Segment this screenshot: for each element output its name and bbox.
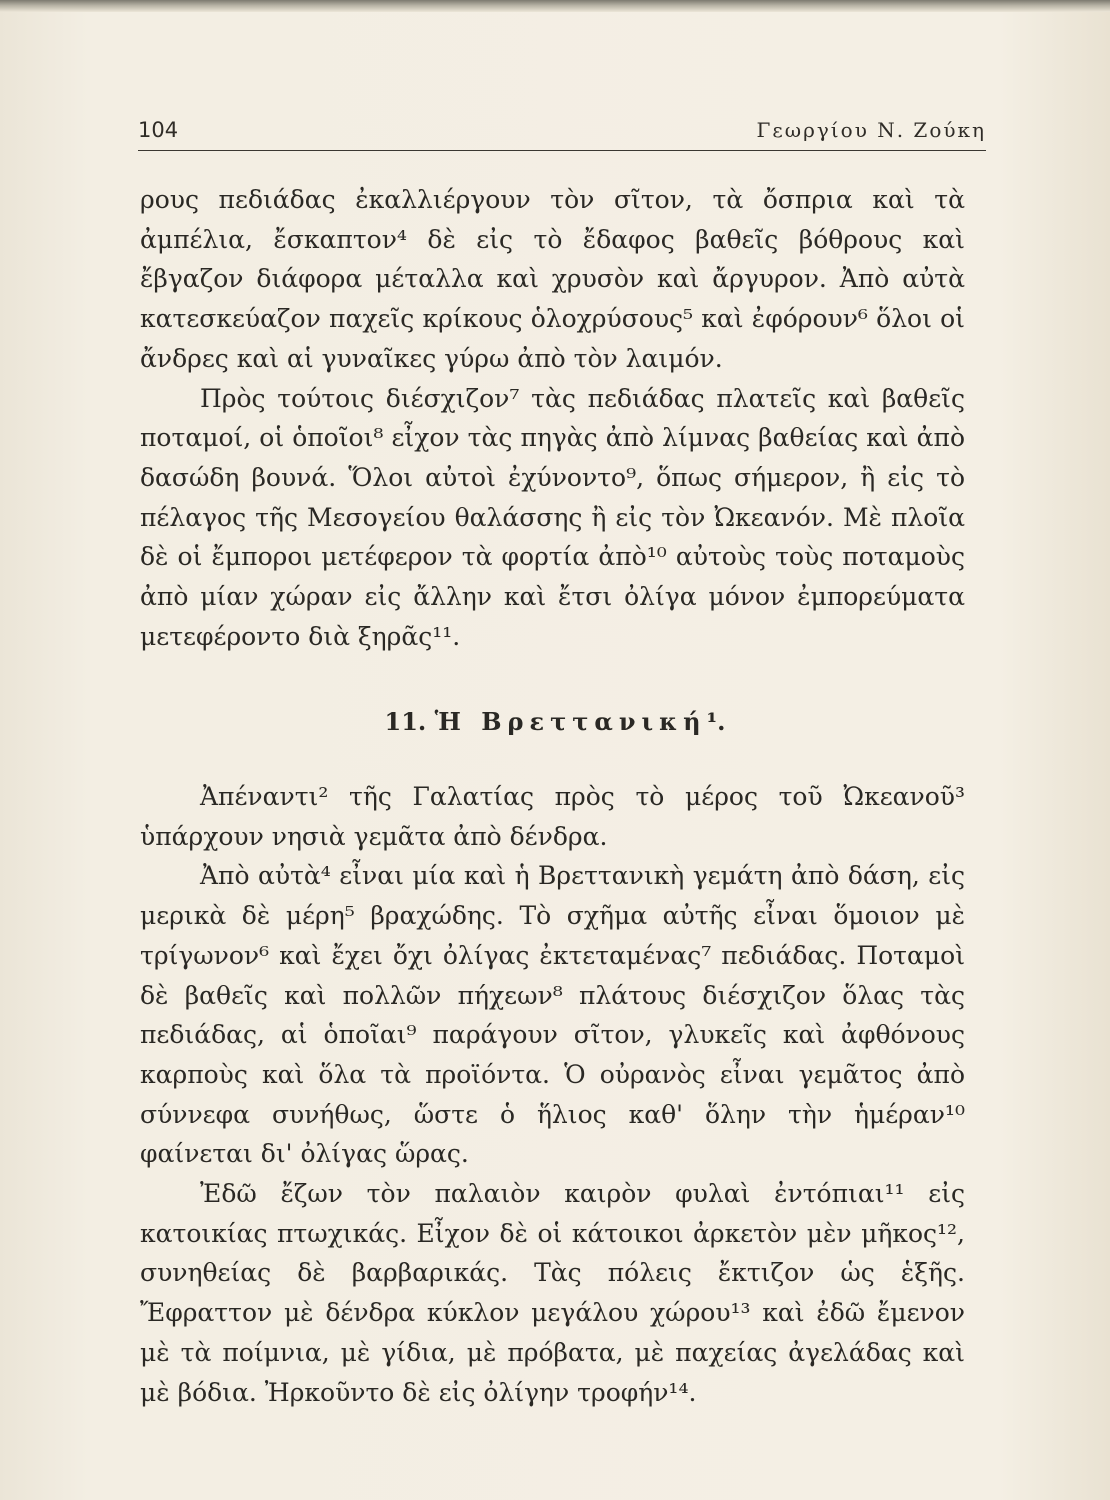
page-header	[138, 116, 986, 151]
text-block-before-heading	[140, 180, 965, 656]
section-number: 11.	[384, 707, 427, 736]
page-top-edge	[0, 0, 1110, 12]
running-head: Γεωργίου Ν. Ζούκη	[756, 118, 986, 142]
paragraph: Ἐδῶ ἔζων τὸν παλαιὸν καιρὸν φυλαὶ ἐντόπιαι¹¹ εἰς κατοικίας πτωχικάς. Εἶχον δὲ οἱ κάτοικοι ἀρκετὸν μὲν μῆκος¹², συνηθείας δὲ βαρβαρικάς. Τὰς πόλεις ἔκτιζον ὡς ἑξῆς. Ἔφραττον μὲ δένδρα κύκλον μεγάλου χώρου¹³ καὶ ἐδῶ ἔμενον μὲ τὰ ποίμνια, μὲ γίδια, μὲ πρόβατα, μὲ παχείας ἀγελάδας καὶ μὲ βόδια. Ἠρκοῦντο δὲ εἰς ὀλίγην τροφήν¹⁴.	[140, 1179, 965, 1407]
paragraph: Ἀπέναντι² τῆς Γαλατίας πρὸς τὸ μέρος τοῦ Ὠκεανοῦ³ ὑπάρχουν νησιὰ γεμᾶτα ἀπὸ δένδρα.	[140, 782, 965, 851]
section-footnote-mark: ¹.	[706, 707, 726, 736]
section-title: Ἡ Βρεττανική	[434, 707, 707, 736]
text-block-after-heading	[140, 777, 965, 1412]
paragraph: Πρὸς τούτοις διέσχιζον⁷ τὰς πεδιάδας πλατεῖς καὶ βαθεῖς ποταμοί, οἱ ὁποῖοι⁸ εἶχον τὰς πηγὰς ἀπὸ λίμνας βαθείας καὶ ἀπὸ δασώδη βουνά. Ὅλοι αὐτοὶ ἐχύνοντο⁹, ὅπως σήμερον, ἢ εἰς τὸ πέλαγος τῆς Μεσογείου θαλάσσης ἢ εἰς τὸν Ὠκεανόν. Μὲ πλοῖα δὲ οἱ ἔμποροι μετέφερον τὰ φορτία ἀπὸ¹⁰ αὐτοὺς τοὺς ποταμοὺς ἀπὸ μίαν χώραν εἰς ἄλλην καὶ ἔτσι ὀλίγα μόνον ἐμπορεύματα μετεφέροντο διὰ ξηρᾶς¹¹.	[140, 383, 965, 651]
paragraph: ρους πεδιάδας ἐκαλλιέργουν τὸν σῖτον, τὰ ὄσπρια καὶ τὰ ἀμπέλια, ἔσκαπτον⁴ δὲ εἰς τὸ ἔδαφος βαθεῖς βόθρους καὶ ἔβγαζον διάφορα μέταλλα καὶ χρυσὸν καὶ ἄργυρον. Ἀπὸ αὐτὰ κατεσκεύαζον παχεῖς κρίκους ὁλοχρύσους⁵ καὶ ἐφόρουν⁶ ὅλοι οἱ ἄνδρες καὶ αἱ γυναῖκες γύρω ἀπὸ τὸν λαιμόν.	[140, 185, 965, 373]
paragraph: Ἀπὸ αὐτὰ⁴ εἶναι μία καὶ ἡ Βρεττανικὴ γεμάτη ἀπὸ δάση, εἰς μερικὰ δὲ μέρη⁵ βραχώδης. Τὸ σχῆμα αὐτῆς εἶναι ὅμοιον μὲ τρίγωνον⁶ καὶ ἔχει ὄχι ὀλίγας ἐκτεταμένας⁷ πεδιάδας. Ποταμοὶ δὲ βαθεῖς καὶ πολλῶν πήχεων⁸ πλάτους διέσχιζον ὅλας τὰς πεδιάδας, αἱ ὁποῖαι⁹ παράγουν σῖτον, γλυκεῖς καὶ ἀφθόνους καρποὺς καὶ ὅλα τὰ προϊόντα. Ὁ οὐρανὸς εἶναι γεμᾶτος ἀπὸ σύννεφα συνήθως, ὥστε ὁ ἥλιος καθ' ὅλην τὴν ἡμέραν¹⁰ φαίνεται δι' ὀλίγας ὥρας.	[140, 861, 965, 1169]
section-heading	[0, 707, 1110, 736]
page-number: 104	[138, 118, 179, 142]
